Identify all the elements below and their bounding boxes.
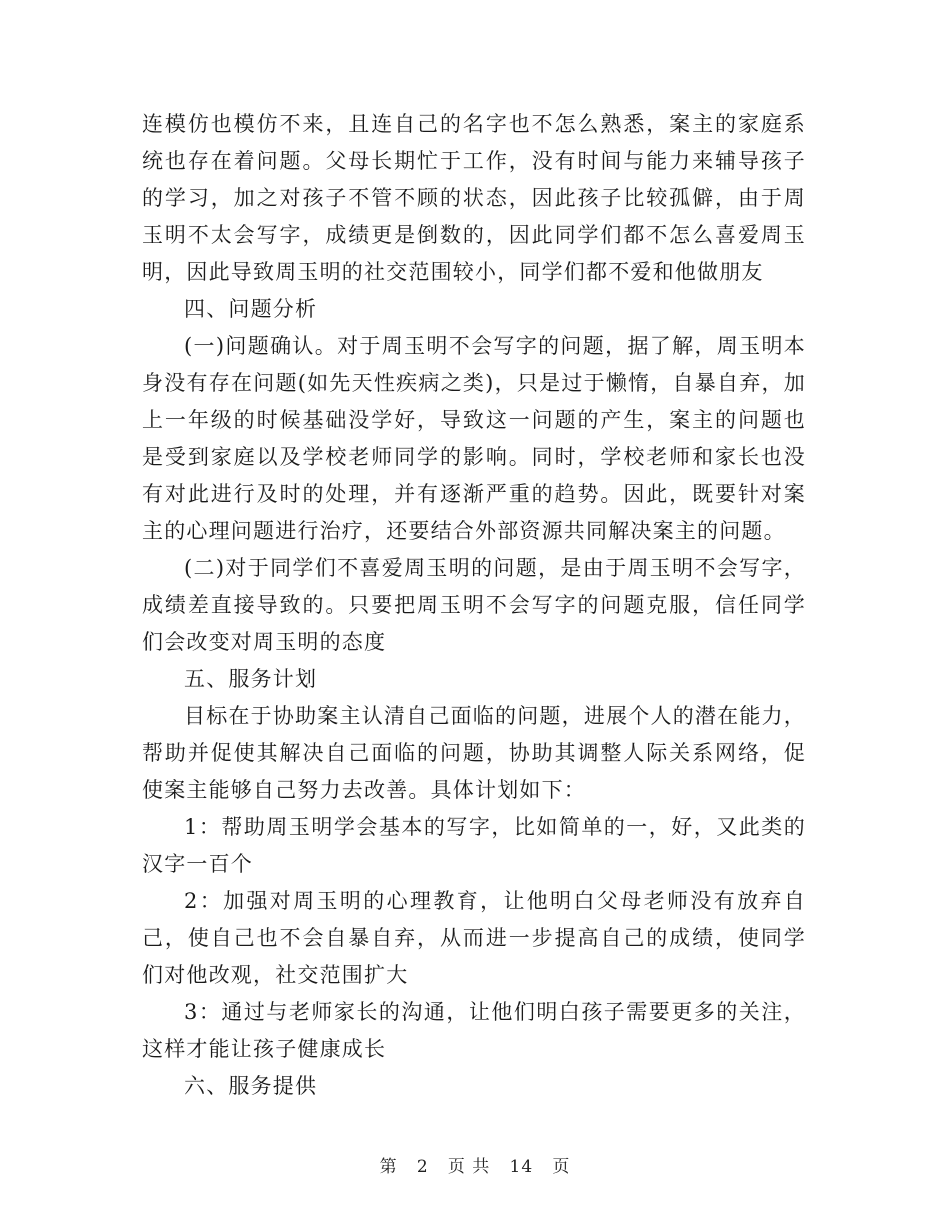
paragraph-plan-item-1: 1：帮助周玉明学会基本的写字，比如简单的一，好，又此类的汉字一百个 [142, 815, 806, 876]
footer-total-pages: 14 [509, 1157, 534, 1177]
document-body [142, 106, 806, 1105]
section-heading-problem-analysis: 四、问题分析 [184, 297, 318, 321]
footer-prefix: 第 [379, 1157, 398, 1177]
paragraph-plan-item-3: 3：通过与老师家长的沟通，让他们明白孩子需要更多的关注，这样才能让孩子健康成长 [142, 1000, 806, 1061]
paragraph-plan-goal: 目标在于协助案主认清自己面临的问题，进展个人的潜在能力，帮助并促使其解决自己面临的问题，协助其调整人际关系网络，促使案主能够自己努力去改善。具体计划如下： [142, 704, 806, 802]
paragraph-plan-item-2: 2：加强对周玉明的心理教育，让他明白父母老师没有放弃自己，使自己也不会自暴自弃，从而进一步提高自己的成绩，使同学们对他改观，社交范围扩大 [142, 889, 806, 987]
section-heading-service-plan: 五、服务计划 [184, 667, 318, 691]
footer-current-page: 2 [416, 1157, 429, 1177]
paragraph-continuation: 连模仿也模仿不来，且连自己的名字也不怎么熟悉，案主的家庭系统也存在着问题。父母长期忙于工作，没有时间与能力来辅导孩子的学习，加之对孩子不管不顾的状态，因此孩子比较孤僻，由于周玉明不太会写字，成绩更是倒数的，因此同学们都不怎么喜爱周玉明，因此导致周玉明的社交范围较小，同学们都不爱和他做朋友 [142, 112, 806, 284]
paragraph-peer-problem: (二)对于同学们不喜爱周玉明的问题，是由于周玉明不会写字，成绩差直接导致的。只要把周玉明不会写字的问题克服，信任同学们会改变对周玉明的态度 [142, 556, 806, 654]
page-footer [0, 1152, 950, 1177]
footer-suffix: 页 [552, 1157, 571, 1177]
paragraph-problem-confirmation: (一)问题确认。对于周玉明不会写字的问题，据了解，周玉明本身没有存在问题(如先天性疾病之类)，只是过于懒惰，自暴自弃，加上一年级的时候基础没学好，导致这一问题的产生，案主的问题也是受到家庭以及学校老师同学的影响。同时，学校老师和家长也没有对此进行及时的处理，并有逐渐严重的趋势。因此，既要针对案主的心理问题进行治疗，还要结合外部资源共同解决案主的问题。 [142, 334, 806, 543]
section-heading-service-provision: 六、服务提供 [184, 1074, 318, 1098]
footer-middle: 页 共 [447, 1157, 491, 1177]
